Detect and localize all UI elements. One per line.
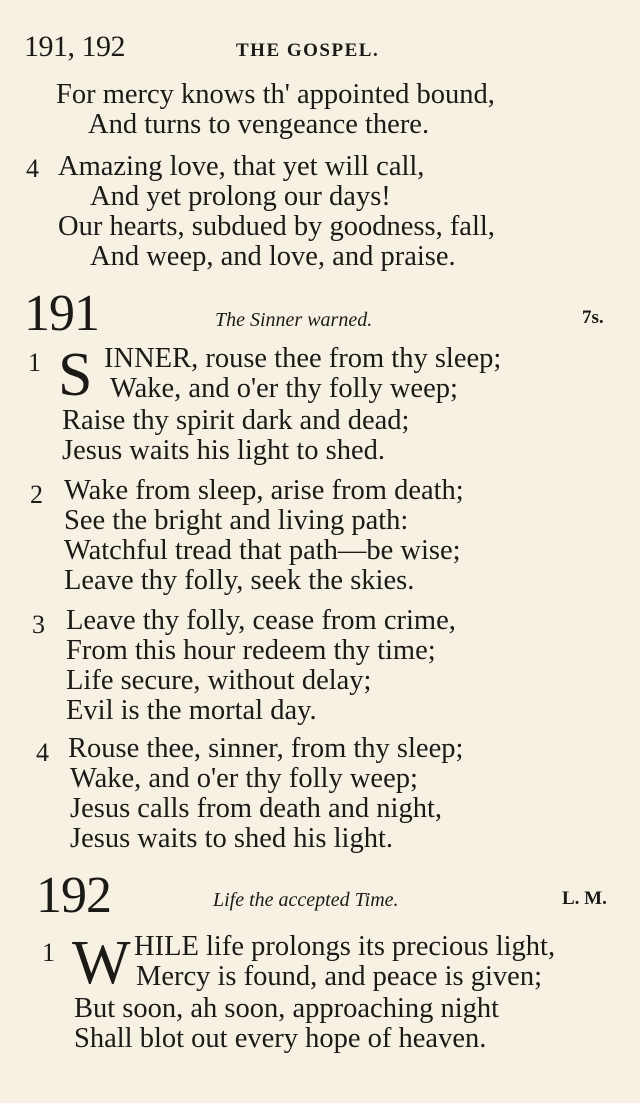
drop-cap: S xyxy=(58,341,93,409)
verse-number: 4 xyxy=(36,738,49,767)
verse-line: Amazing love, that yet will call, xyxy=(58,151,425,182)
verse-line: Rouse thee, sinner, from thy sleep; xyxy=(68,733,464,764)
verse-number: 1 xyxy=(42,938,55,967)
hymn-title: The Sinner warned. xyxy=(215,309,373,331)
running-title: THE GOSPEL. xyxy=(236,40,380,61)
verse-number: 3 xyxy=(32,610,45,639)
hymn-number: 192 xyxy=(36,867,111,924)
verse-line: Jesus waits his light to shed. xyxy=(62,435,386,466)
verse-line: See the bright and living path: xyxy=(64,505,409,536)
verse-line: Jesus waits to shed his light. xyxy=(70,823,394,854)
drop-cap: W xyxy=(72,929,131,997)
hymn-meter: 7s. xyxy=(582,307,604,328)
verse-line: Shall blot out every hope of heaven. xyxy=(74,1023,487,1054)
hymn-meter: L. M. xyxy=(562,888,607,909)
verse-line: Our hearts, subdued by goodness, fall, xyxy=(58,211,495,242)
verse-line: Leave thy folly, seek the skies. xyxy=(64,565,415,596)
verse-line: Wake, and o'er thy folly weep; xyxy=(110,373,458,404)
verse-line: Evil is the mortal day. xyxy=(66,695,317,726)
verse-line: Wake from sleep, arise from death; xyxy=(64,475,464,506)
verse-line: From this hour redeem thy time; xyxy=(66,635,436,666)
verse-line: Watchful tread that path—be wise; xyxy=(64,535,461,566)
verse-line: HILE life prolongs its precious light, xyxy=(134,931,556,962)
hymn-title: Life the accepted Time. xyxy=(213,889,399,911)
verse-line: Wake, and o'er thy folly weep; xyxy=(70,763,418,794)
verse-line: And weep, and love, and praise. xyxy=(90,241,456,272)
verse-line: And yet prolong our days! xyxy=(90,181,391,212)
verse-line: Jesus calls from death and night, xyxy=(70,793,443,824)
verse-line: Mercy is found, and peace is given; xyxy=(136,961,542,992)
verse-number: 2 xyxy=(30,480,43,509)
verse-line: Raise thy spirit dark and dead; xyxy=(62,405,410,436)
verse-line: But soon, ah soon, approaching night xyxy=(74,993,500,1024)
verse-number: 1 xyxy=(28,348,41,377)
verse-line: And turns to vengeance there. xyxy=(88,109,430,140)
verse-line: INNER, rouse thee from thy sleep; xyxy=(104,343,502,374)
verse-line: Leave thy folly, cease from crime, xyxy=(66,605,456,636)
verse-line: Life secure, without delay; xyxy=(66,665,372,696)
hymn-number: 191 xyxy=(24,285,99,342)
page-numbers: 191, 192 xyxy=(24,30,125,63)
verse-line: For mercy knows th' appointed bound, xyxy=(56,79,495,110)
verse-number: 4 xyxy=(26,154,39,183)
